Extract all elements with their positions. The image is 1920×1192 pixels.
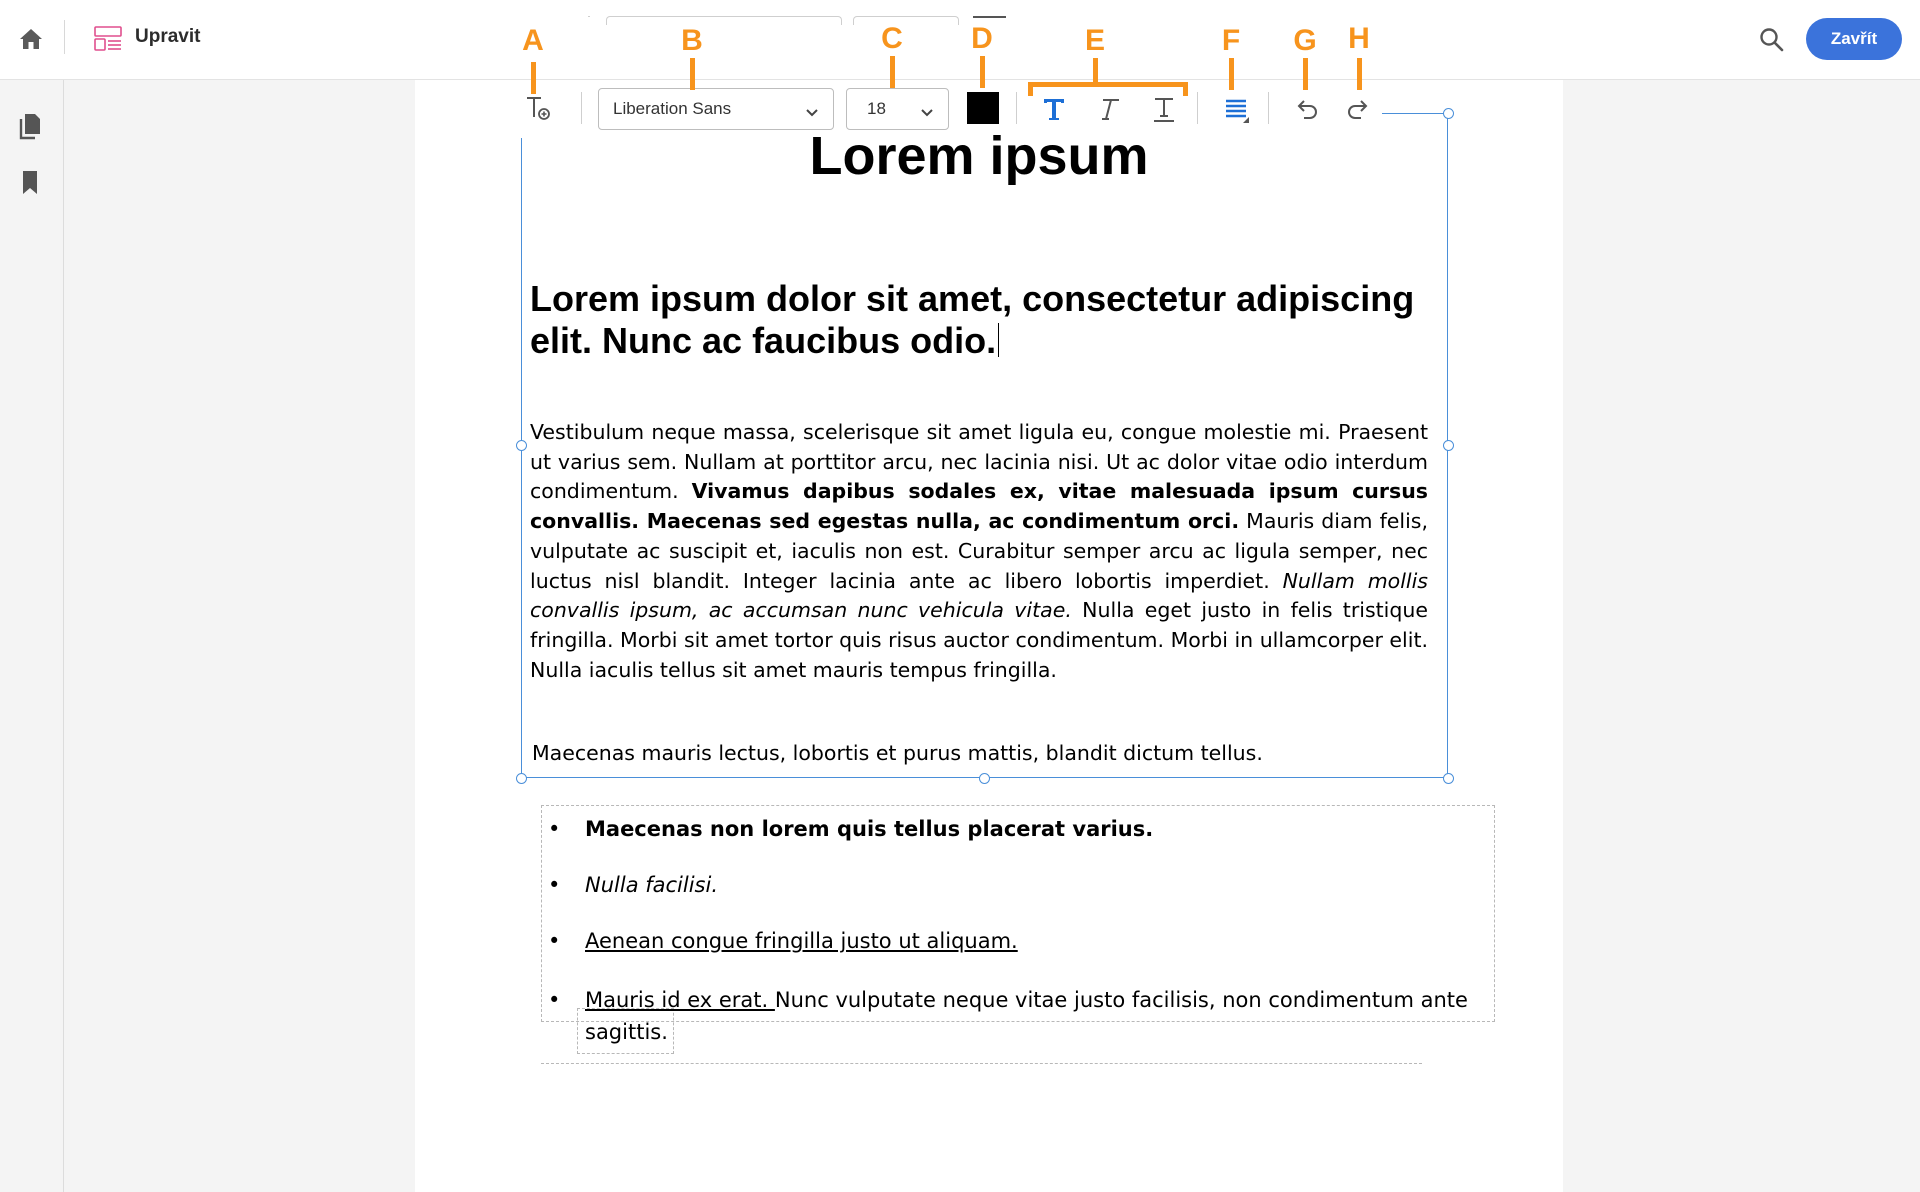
font-family-select[interactable] xyxy=(598,88,834,130)
list-item-text: Nulla facilisi. xyxy=(585,873,718,897)
heading-text: Lorem ipsum dolor sit amet, consectetur adipiscing elit. Nunc ac faucibus odio. xyxy=(530,278,1415,361)
callout-line xyxy=(531,62,536,94)
add-text-icon[interactable] xyxy=(524,94,552,122)
chevron-down-icon xyxy=(805,103,819,123)
callout-line xyxy=(890,56,895,88)
callout-line xyxy=(690,58,695,90)
bullet: • xyxy=(548,988,561,1012)
para-text: Vestibulum neque massa, scelerisque sit amet ligula eu, congue molestie mi. Praesent ut varius sem. Nullam at porttitor arcu, nec lacinia nisi. Ut ac dolor vitae odio interdum condimentum. xyxy=(530,420,1428,504)
list-item-wrap: sagittis. xyxy=(585,1020,668,1044)
para-bold-text: Vivamus dapibus sodales ex, vitae malesuada ipsum cursus convallis. Maecenas sed egestas nulla, ac condimentum orci. xyxy=(530,479,1429,534)
callout-bracket xyxy=(1028,82,1188,87)
toolbar-divider xyxy=(1197,92,1198,124)
resize-handle[interactable] xyxy=(516,440,527,451)
document-heading[interactable] xyxy=(530,278,1435,362)
redo-icon[interactable] xyxy=(1345,95,1373,123)
hidden-control-edge xyxy=(606,16,842,25)
bookmark-icon[interactable] xyxy=(17,168,43,196)
font-family-value: Liberation Sans xyxy=(613,99,732,118)
callout-e: E xyxy=(1084,24,1105,57)
list-item-text: Aenean congue fringilla justo ut aliquam. xyxy=(585,929,1018,953)
close-button[interactable]: Zavřít xyxy=(1806,18,1902,60)
callout-line xyxy=(1229,58,1234,90)
underlined-text: Mauris id ex erat. xyxy=(585,988,775,1012)
callout-a: A xyxy=(522,24,544,57)
text-caret xyxy=(998,323,999,357)
resize-handle[interactable] xyxy=(516,773,527,784)
align-justify-icon[interactable] xyxy=(1223,96,1253,126)
list-item-rest: Nunc vulputate neque vitae justo facilisis, non condimentum ante xyxy=(774,988,1468,1012)
search-icon[interactable] xyxy=(1758,26,1786,54)
document-title[interactable]: Lorem ipsum xyxy=(809,126,1149,186)
bold-icon[interactable] xyxy=(1039,94,1069,124)
resize-handle[interactable] xyxy=(1443,773,1454,784)
callout-d: D xyxy=(971,22,993,55)
list-item-text: Maecenas non lorem quis tellus placerat varius. xyxy=(585,817,1154,841)
frame-edge xyxy=(1382,113,1448,114)
callout-b: B xyxy=(681,24,703,57)
bullet: • xyxy=(548,929,561,953)
callout-bracket xyxy=(1028,82,1033,96)
list-item-text xyxy=(585,985,1468,1015)
text-color-swatch[interactable] xyxy=(967,92,999,124)
callout-g: G xyxy=(1293,24,1317,57)
top-bar xyxy=(0,0,1920,80)
para-text: Mauris diam felis, vulputate ac suscipit et, iaculis non est. Curabitur semper arcu ac ligula semper, nec luctus nisl blandit. Integer lacinia ante ac libero lobortis imperdiet. xyxy=(530,509,1428,593)
toolbar-divider xyxy=(1016,92,1017,124)
resize-handle[interactable] xyxy=(1443,440,1454,451)
edit-mode-label: Upravit xyxy=(135,26,201,47)
resize-handle[interactable] xyxy=(1443,108,1454,119)
font-size-value: 18 xyxy=(867,99,886,118)
bullet: • xyxy=(548,817,561,841)
para-text: Nulla eget justo in felis tristique fringilla. Morbi sit amet tortor quis risus auctor condimentum. Morbi in ullamcorper elit. Nulla iaculis tellus sit amet mauris tempus fringilla. xyxy=(530,598,1428,682)
italic-icon[interactable] xyxy=(1094,94,1124,124)
callout-line xyxy=(1303,58,1308,90)
left-rail xyxy=(0,80,64,1192)
chevron-down-icon xyxy=(920,103,934,123)
home-icon[interactable] xyxy=(16,24,46,54)
body-paragraph[interactable] xyxy=(530,418,1428,685)
underline-icon[interactable] xyxy=(1149,94,1179,124)
resize-handle[interactable] xyxy=(979,773,990,784)
toolbar-divider xyxy=(581,92,582,124)
font-size-select[interactable] xyxy=(846,88,949,130)
callout-f: F xyxy=(1221,24,1241,57)
body-paragraph-2[interactable]: Maecenas mauris lectus, lobortis et purus mattis, blandit dictum tellus. xyxy=(532,741,1263,765)
hidden-control-edge xyxy=(588,16,590,23)
topbar-divider xyxy=(64,20,65,54)
callout-c: C xyxy=(881,22,903,55)
para-italic-text: Nullam mollis convallis ipsum, ac accumsan nunc vehicula vitae. xyxy=(530,568,1428,623)
pages-icon[interactable] xyxy=(17,112,43,140)
callout-line xyxy=(1357,58,1362,90)
bullet: • xyxy=(548,873,561,897)
undo-icon[interactable] xyxy=(1292,95,1320,123)
callout-bracket xyxy=(1183,82,1188,96)
frame-edge xyxy=(541,1063,1422,1064)
callout-h: H xyxy=(1348,22,1370,55)
edit-pdf-icon xyxy=(93,24,123,54)
callout-line xyxy=(980,56,985,88)
toolbar-divider xyxy=(1268,92,1269,124)
